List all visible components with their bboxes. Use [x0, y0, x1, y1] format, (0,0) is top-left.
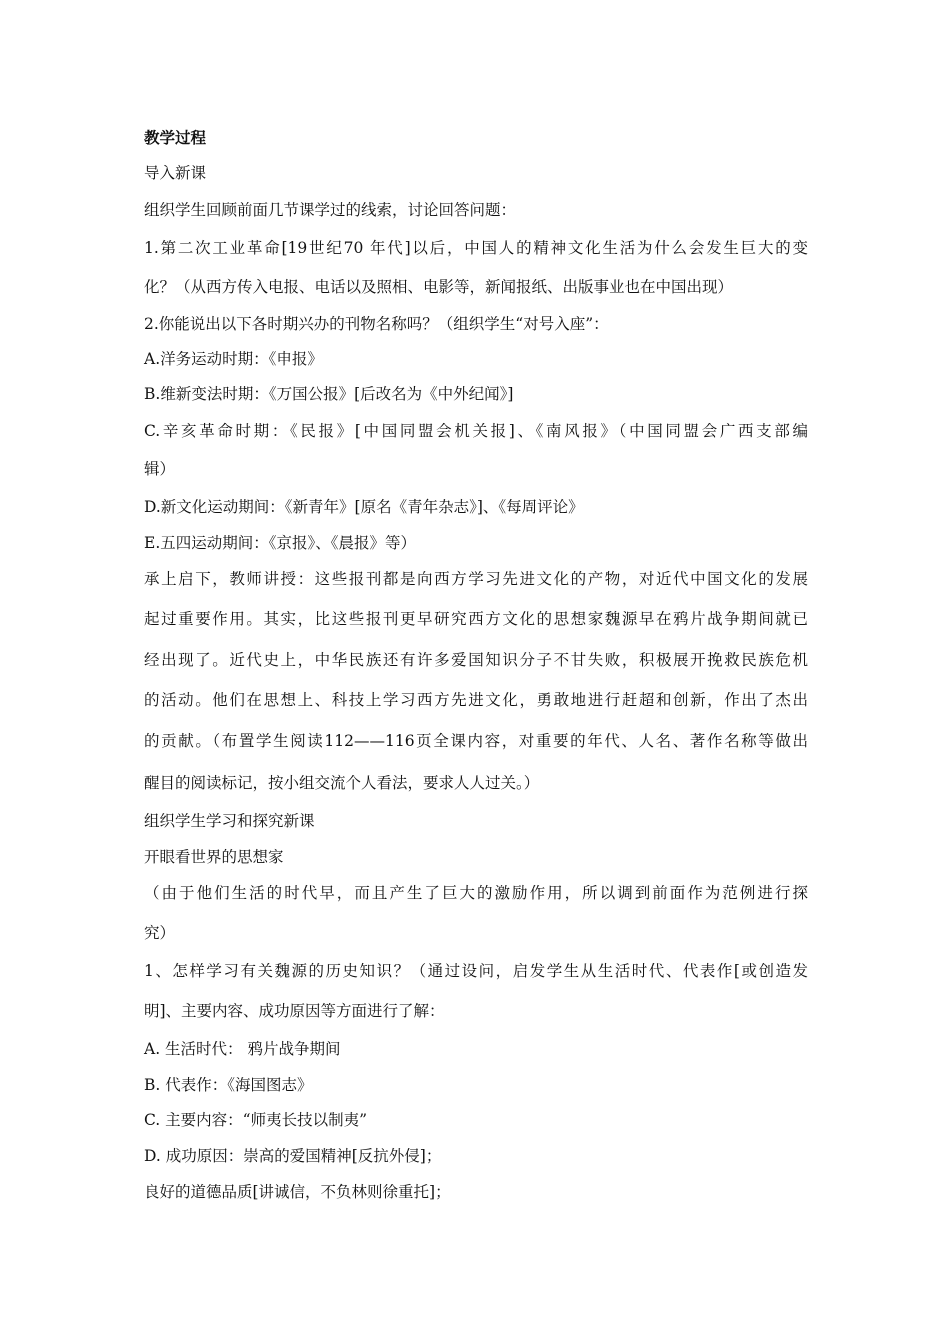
list-item: B.维新变法时期：《万国公报》[后改名为《中外纪闻》] — [144, 385, 514, 403]
text-line: 究） — [144, 924, 176, 942]
section-title: 教学过程 — [144, 129, 207, 147]
heading-thinkers: 开眼看世界的思想家 — [144, 848, 284, 866]
text-line: 1、怎样学习有关魏源的历史知识？（通过设问，启发学生从生活时代、代表作[或创造发 — [144, 962, 808, 980]
heading-new-lesson: 组织学生学习和探究新课 — [144, 812, 315, 830]
text-line: 经出现了。近代史上，中华民族还有许多爱国知识分子不甘失败，积极展开挽救民族危机 — [144, 651, 808, 669]
text-line: 1.第二次工业革命[19世纪70 年代]以后，中国人的精神文化生活为什么会发生巨大的变 — [144, 239, 808, 257]
text-line: 承上启下，教师讲授：这些报刊都是向西方学习先进文化的产物，对近代中国文化的发展 — [144, 570, 808, 588]
list-item: D. 成功原因：崇高的爱国精神[反抗外侵]； — [144, 1147, 442, 1165]
text-line: 辑） — [144, 460, 176, 478]
text-line: 良好的道德品质[讲诚信，不负林则徐重托]； — [144, 1183, 451, 1201]
text-line: 明]、主要内容、成功原因等方面进行了解： — [144, 1002, 445, 1020]
list-item: A.洋务运动时期：《申报》 — [144, 350, 323, 368]
heading-intro: 导入新课 — [144, 164, 207, 182]
text-line: 化？（从西方传入电报、电话以及照相、电影等，新闻报纸、出版事业也在中国出现） — [144, 278, 734, 296]
text-line: 的贡献。（布置学生阅读112——116页全课内容，对重要的年代、人名、著作名称等做出 — [144, 732, 808, 750]
text-line: 2.你能说出以下各时期兴办的刊物名称吗？（组织学生“对号入座”： — [144, 315, 609, 333]
text-line: 起过重要作用。其实，比这些报刊更早研究西方文化的思想家魏源早在鸦片战争期间就已 — [144, 610, 808, 628]
text-line: 醒目的阅读标记，按小组交流个人看法，要求人人过关。） — [144, 774, 540, 792]
list-item: A. 生活时代： 鸦片战争期间 — [144, 1040, 341, 1058]
text-line: 组织学生回顾前面几节课学过的线索，讨论回答问题： — [144, 201, 517, 219]
list-item: C.辛亥革命时期：《民报》[中国同盟会机关报]、《南风报》（中国同盟会广西支部编 — [144, 422, 808, 440]
list-item: E.五四运动期间：《京报》、《晨报》等） — [144, 534, 416, 552]
text-line: （由于他们生活的时代早，而且产生了巨大的激励作用，所以调到前面作为范例进行探 — [144, 884, 808, 902]
text-line: 的活动。他们在思想上、科技上学习西方先进文化，勇敢地进行赶超和创新，作出了杰出 — [144, 691, 808, 709]
list-item: C. 主要内容：“师夷长技以制夷” — [144, 1111, 368, 1129]
list-item: D.新文化运动期间：《新青年》[原名《青年杂志》]、《每周评论》 — [144, 498, 584, 516]
list-item: B. 代表作：《海国图志》 — [144, 1076, 313, 1094]
